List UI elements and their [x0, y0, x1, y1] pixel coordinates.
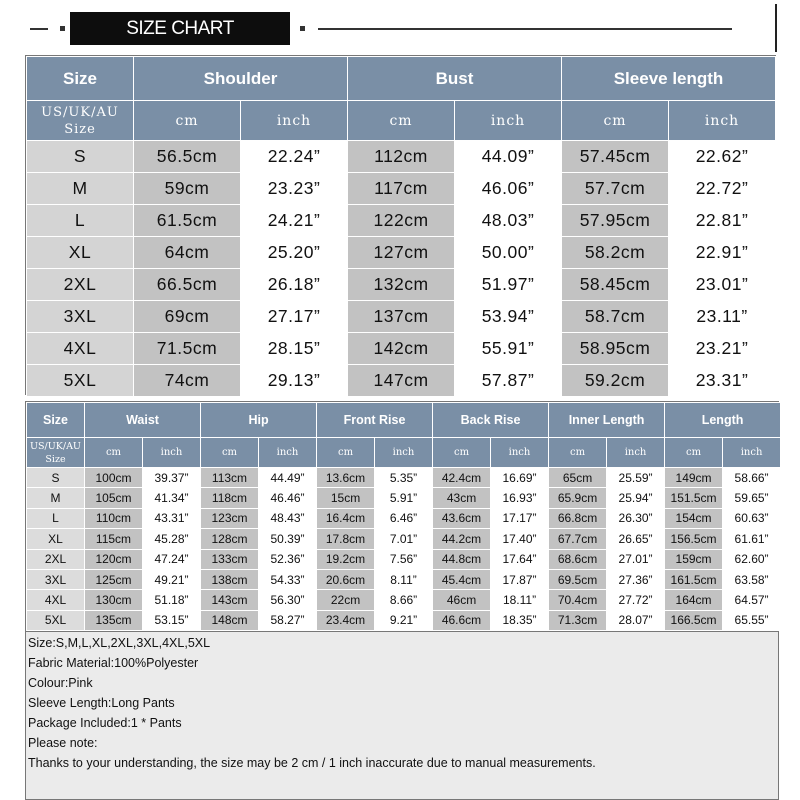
measurement-cell: 66.5cm — [134, 269, 241, 301]
measurement-cell: 23.4cm — [317, 610, 375, 630]
unit-cm-header: cm — [85, 438, 143, 468]
bust-header: Bust — [348, 57, 562, 101]
measurement-cell: 17.87” — [491, 569, 549, 589]
table-row — [27, 508, 781, 528]
measurement-cell: 51.97” — [455, 269, 562, 301]
front-rise-header: Front Rise — [317, 403, 433, 438]
size-column-header: Size — [27, 403, 85, 438]
measurement-cell: 23.11” — [669, 301, 776, 333]
measurement-cell: 17.8cm — [317, 529, 375, 549]
measurement-cell: 45.4cm — [433, 569, 491, 589]
measurement-cell: 58.27” — [259, 610, 317, 630]
measurement-cell: 17.17” — [491, 508, 549, 528]
size-cell: S — [27, 468, 85, 488]
measurement-cell: 60.63” — [723, 508, 781, 528]
unit-cm-header: cm — [562, 101, 669, 141]
measurement-cell: 43.6cm — [433, 508, 491, 528]
measurement-cell: 23.21” — [669, 333, 776, 365]
size-cell: 4XL — [27, 590, 85, 610]
measurement-cell: 120cm — [85, 549, 143, 569]
size-cell: XL — [27, 237, 134, 269]
measurement-cell: 56.5cm — [134, 141, 241, 173]
size-chart-header — [0, 0, 800, 50]
measurement-cell: 63.58” — [723, 569, 781, 589]
measurement-cell: 69.5cm — [549, 569, 607, 589]
size-region-line1: US/UK/AU — [30, 440, 81, 452]
measurement-cell: 28.07” — [607, 610, 665, 630]
sleeve-length-header: Sleeve length — [562, 57, 776, 101]
length-header: Length — [665, 403, 781, 438]
measurement-cell: 74cm — [134, 365, 241, 397]
measurement-cell: 27.36” — [607, 569, 665, 589]
measurement-cell: 27.17” — [241, 301, 348, 333]
unit-cm-header: cm — [317, 438, 375, 468]
measurement-cell: 5.35” — [375, 468, 433, 488]
measurement-cell: 39.37” — [143, 468, 201, 488]
measurement-cell: 64.57” — [723, 590, 781, 610]
unit-inch-header: inch — [455, 101, 562, 141]
measurement-cell: 46.06” — [455, 173, 562, 205]
measurement-cell: 41.34” — [143, 488, 201, 508]
table-row — [27, 333, 776, 365]
measurement-cell: 143cm — [201, 590, 259, 610]
measurement-cell: 46.6cm — [433, 610, 491, 630]
measurement-cell: 57.45cm — [562, 141, 669, 173]
size-cell: M — [27, 488, 85, 508]
inner-length-header: Inner Length — [549, 403, 665, 438]
measurement-cell: 22.24” — [241, 141, 348, 173]
measurement-cell: 105cm — [85, 488, 143, 508]
unit-cm-header: cm — [201, 438, 259, 468]
unit-inch-header: inch — [375, 438, 433, 468]
unit-cm-header: cm — [549, 438, 607, 468]
measurement-cell: 52.36” — [259, 549, 317, 569]
hip-header: Hip — [201, 403, 317, 438]
measurement-cell: 57.87” — [455, 365, 562, 397]
measurement-cell: 137cm — [348, 301, 455, 333]
measurement-cell: 8.11” — [375, 569, 433, 589]
measurement-cell: 166.5cm — [665, 610, 723, 630]
measurement-cell: 20.6cm — [317, 569, 375, 589]
measurement-cell: 58.66” — [723, 468, 781, 488]
size-cell: 3XL — [27, 301, 134, 333]
measurement-cell: 18.11” — [491, 590, 549, 610]
measurement-cell: 64cm — [134, 237, 241, 269]
measurement-cell: 68.6cm — [549, 549, 607, 569]
measurement-cell: 61.61” — [723, 529, 781, 549]
measurement-cell: 147cm — [348, 365, 455, 397]
size-cell: 3XL — [27, 569, 85, 589]
measurement-cell: 55.91” — [455, 333, 562, 365]
measurement-cell: 65cm — [549, 468, 607, 488]
measurement-cell: 43cm — [433, 488, 491, 508]
measurement-cell: 46.46” — [259, 488, 317, 508]
measurement-cell: 22.72” — [669, 173, 776, 205]
measurement-cell: 148cm — [201, 610, 259, 630]
size-cell: 2XL — [27, 549, 85, 569]
measurement-cell: 66.8cm — [549, 508, 607, 528]
measurement-cell: 48.43” — [259, 508, 317, 528]
measurement-cell: 100cm — [85, 468, 143, 488]
measurement-cell: 16.4cm — [317, 508, 375, 528]
waist-header: Waist — [85, 403, 201, 438]
measurement-cell: 71.3cm — [549, 610, 607, 630]
header-rule-left — [30, 28, 48, 30]
size-region-line1: US/UK/AU — [41, 104, 119, 120]
measurement-cell: 59cm — [134, 173, 241, 205]
measurement-cell: 58.7cm — [562, 301, 669, 333]
size-region-label — [27, 438, 85, 468]
measurement-cell: 113cm — [201, 468, 259, 488]
size-column-header: Size — [27, 57, 134, 101]
measurement-cell: 59.2cm — [562, 365, 669, 397]
measurement-cell: 123cm — [201, 508, 259, 528]
table-row — [27, 488, 781, 508]
measurement-cell: 62.60” — [723, 549, 781, 569]
measurement-cell: 6.46” — [375, 508, 433, 528]
measurement-cell: 151.5cm — [665, 488, 723, 508]
measurement-cell: 25.20” — [241, 237, 348, 269]
measurement-cell: 44.09” — [455, 141, 562, 173]
measurement-cell: 122cm — [348, 205, 455, 237]
measurement-cell: 25.94” — [607, 488, 665, 508]
note-sleeve-length: Sleeve Length:Long Pants — [28, 696, 175, 710]
measurement-cell: 130cm — [85, 590, 143, 610]
table-row — [27, 365, 776, 397]
size-cell: 4XL — [27, 333, 134, 365]
measurement-cell: 44.8cm — [433, 549, 491, 569]
table-row — [27, 173, 776, 205]
measurement-cell: 57.7cm — [562, 173, 669, 205]
table-row — [27, 141, 776, 173]
measurement-cell: 58.2cm — [562, 237, 669, 269]
measurement-cell: 46cm — [433, 590, 491, 610]
table-row — [27, 301, 776, 333]
measurement-cell: 19.2cm — [317, 549, 375, 569]
unit-inch-header: inch — [669, 101, 776, 141]
measurement-cell: 71.5cm — [134, 333, 241, 365]
measurement-cell: 23.23” — [241, 173, 348, 205]
size-cell: L — [27, 205, 134, 237]
measurement-cell: 51.18” — [143, 590, 201, 610]
header-dot-right — [300, 26, 305, 31]
measurement-cell: 59.65” — [723, 488, 781, 508]
size-region-label — [27, 101, 134, 141]
measurement-cell: 13.6cm — [317, 468, 375, 488]
measurement-cell: 115cm — [85, 529, 143, 549]
measurement-cell: 25.59” — [607, 468, 665, 488]
measurement-cell: 17.64” — [491, 549, 549, 569]
unit-cm-header: cm — [433, 438, 491, 468]
measurement-cell: 67.7cm — [549, 529, 607, 549]
measurement-cell: 58.95cm — [562, 333, 669, 365]
measurement-cell: 26.30” — [607, 508, 665, 528]
top-measurement-table — [25, 55, 776, 395]
unit-cm-header: cm — [134, 101, 241, 141]
measurement-cell: 27.72” — [607, 590, 665, 610]
measurement-cell: 58.45cm — [562, 269, 669, 301]
measurement-cell: 154cm — [665, 508, 723, 528]
size-cell: L — [27, 508, 85, 528]
unit-cm-header: cm — [665, 438, 723, 468]
bottom-measurement-table — [25, 401, 779, 632]
measurement-cell: 128cm — [201, 529, 259, 549]
measurement-cell: 26.65” — [607, 529, 665, 549]
measurement-cell: 117cm — [348, 173, 455, 205]
back-rise-header: Back Rise — [433, 403, 549, 438]
size-cell: M — [27, 173, 134, 205]
measurement-cell: 61.5cm — [134, 205, 241, 237]
measurement-cell: 43.31” — [143, 508, 201, 528]
table-row — [27, 237, 776, 269]
measurement-cell: 8.66” — [375, 590, 433, 610]
size-chart-title: SIZE CHART — [70, 12, 290, 45]
measurement-cell: 110cm — [85, 508, 143, 528]
note-fabric: Fabric Material:100%Polyester — [28, 656, 199, 670]
note-colour: Colour:Pink — [28, 676, 93, 690]
measurement-cell: 133cm — [201, 549, 259, 569]
measurement-cell: 47.24” — [143, 549, 201, 569]
unit-inch-header: inch — [259, 438, 317, 468]
shoulder-header: Shoulder — [134, 57, 348, 101]
note-please-note: Please note: — [28, 736, 98, 750]
size-cell: 5XL — [27, 365, 134, 397]
measurement-cell: 69cm — [134, 301, 241, 333]
measurement-cell: 45.28” — [143, 529, 201, 549]
measurement-cell: 125cm — [85, 569, 143, 589]
size-cell: 5XL — [27, 610, 85, 630]
measurement-cell: 44.2cm — [433, 529, 491, 549]
table-row — [27, 205, 776, 237]
size-region-line2: Size — [64, 121, 96, 137]
measurement-cell: 53.15” — [143, 610, 201, 630]
note-measurement-disclaimer: Thanks to your understanding, the size may be 2 cm / 1 inch inaccurate due to manual measurements. — [28, 756, 596, 770]
product-notes — [25, 632, 779, 800]
header-dot-left — [60, 26, 65, 31]
measurement-cell: 149cm — [665, 468, 723, 488]
measurement-cell: 18.35” — [491, 610, 549, 630]
table-row — [27, 590, 781, 610]
measurement-cell: 9.21” — [375, 610, 433, 630]
table-row — [27, 468, 781, 488]
size-cell: 2XL — [27, 269, 134, 301]
note-package: Package Included:1 * Pants — [28, 716, 182, 730]
measurement-cell: 22.62” — [669, 141, 776, 173]
note-sizes: Size:S,M,L,XL,2XL,3XL,4XL,5XL — [28, 636, 211, 650]
measurement-cell: 161.5cm — [665, 569, 723, 589]
measurement-cell: 27.01” — [607, 549, 665, 569]
unit-cm-header: cm — [348, 101, 455, 141]
table-row — [27, 569, 781, 589]
unit-inch-header: inch — [607, 438, 665, 468]
measurement-cell: 65.55” — [723, 610, 781, 630]
table-row — [27, 529, 781, 549]
size-region-line2: Size — [45, 453, 66, 465]
measurement-cell: 22.91” — [669, 237, 776, 269]
table-row — [27, 610, 781, 630]
measurement-cell: 70.4cm — [549, 590, 607, 610]
table-row — [27, 549, 781, 569]
header-vertical-rule — [775, 4, 777, 52]
measurement-cell: 28.15” — [241, 333, 348, 365]
measurement-cell: 132cm — [348, 269, 455, 301]
measurement-cell: 54.33” — [259, 569, 317, 589]
unit-inch-header: inch — [143, 438, 201, 468]
measurement-cell: 15cm — [317, 488, 375, 508]
measurement-cell: 5.91” — [375, 488, 433, 508]
measurement-cell: 156.5cm — [665, 529, 723, 549]
measurement-cell: 44.49” — [259, 468, 317, 488]
size-cell: XL — [27, 529, 85, 549]
measurement-cell: 127cm — [348, 237, 455, 269]
measurement-cell: 16.69” — [491, 468, 549, 488]
measurement-cell: 56.30” — [259, 590, 317, 610]
measurement-cell: 112cm — [348, 141, 455, 173]
measurement-cell: 23.31” — [669, 365, 776, 397]
measurement-cell: 50.00” — [455, 237, 562, 269]
measurement-cell: 138cm — [201, 569, 259, 589]
measurement-cell: 16.93” — [491, 488, 549, 508]
measurement-cell: 118cm — [201, 488, 259, 508]
measurement-cell: 50.39” — [259, 529, 317, 549]
measurement-cell: 7.01” — [375, 529, 433, 549]
measurement-cell: 142cm — [348, 333, 455, 365]
measurement-cell: 48.03” — [455, 205, 562, 237]
table-row — [27, 269, 776, 301]
measurement-cell: 57.95cm — [562, 205, 669, 237]
measurement-cell: 17.40” — [491, 529, 549, 549]
unit-inch-header: inch — [723, 438, 781, 468]
measurement-cell: 22cm — [317, 590, 375, 610]
measurement-cell: 22.81” — [669, 205, 776, 237]
measurement-cell: 7.56” — [375, 549, 433, 569]
measurement-cell: 49.21” — [143, 569, 201, 589]
measurement-cell: 159cm — [665, 549, 723, 569]
unit-inch-header: inch — [491, 438, 549, 468]
header-rule-right — [318, 28, 732, 30]
measurement-cell: 26.18” — [241, 269, 348, 301]
measurement-cell: 42.4cm — [433, 468, 491, 488]
measurement-cell: 24.21” — [241, 205, 348, 237]
measurement-cell: 23.01” — [669, 269, 776, 301]
measurement-cell: 135cm — [85, 610, 143, 630]
measurement-cell: 53.94” — [455, 301, 562, 333]
measurement-cell: 29.13” — [241, 365, 348, 397]
size-cell: S — [27, 141, 134, 173]
measurement-cell: 164cm — [665, 590, 723, 610]
unit-inch-header: inch — [241, 101, 348, 141]
measurement-cell: 65.9cm — [549, 488, 607, 508]
